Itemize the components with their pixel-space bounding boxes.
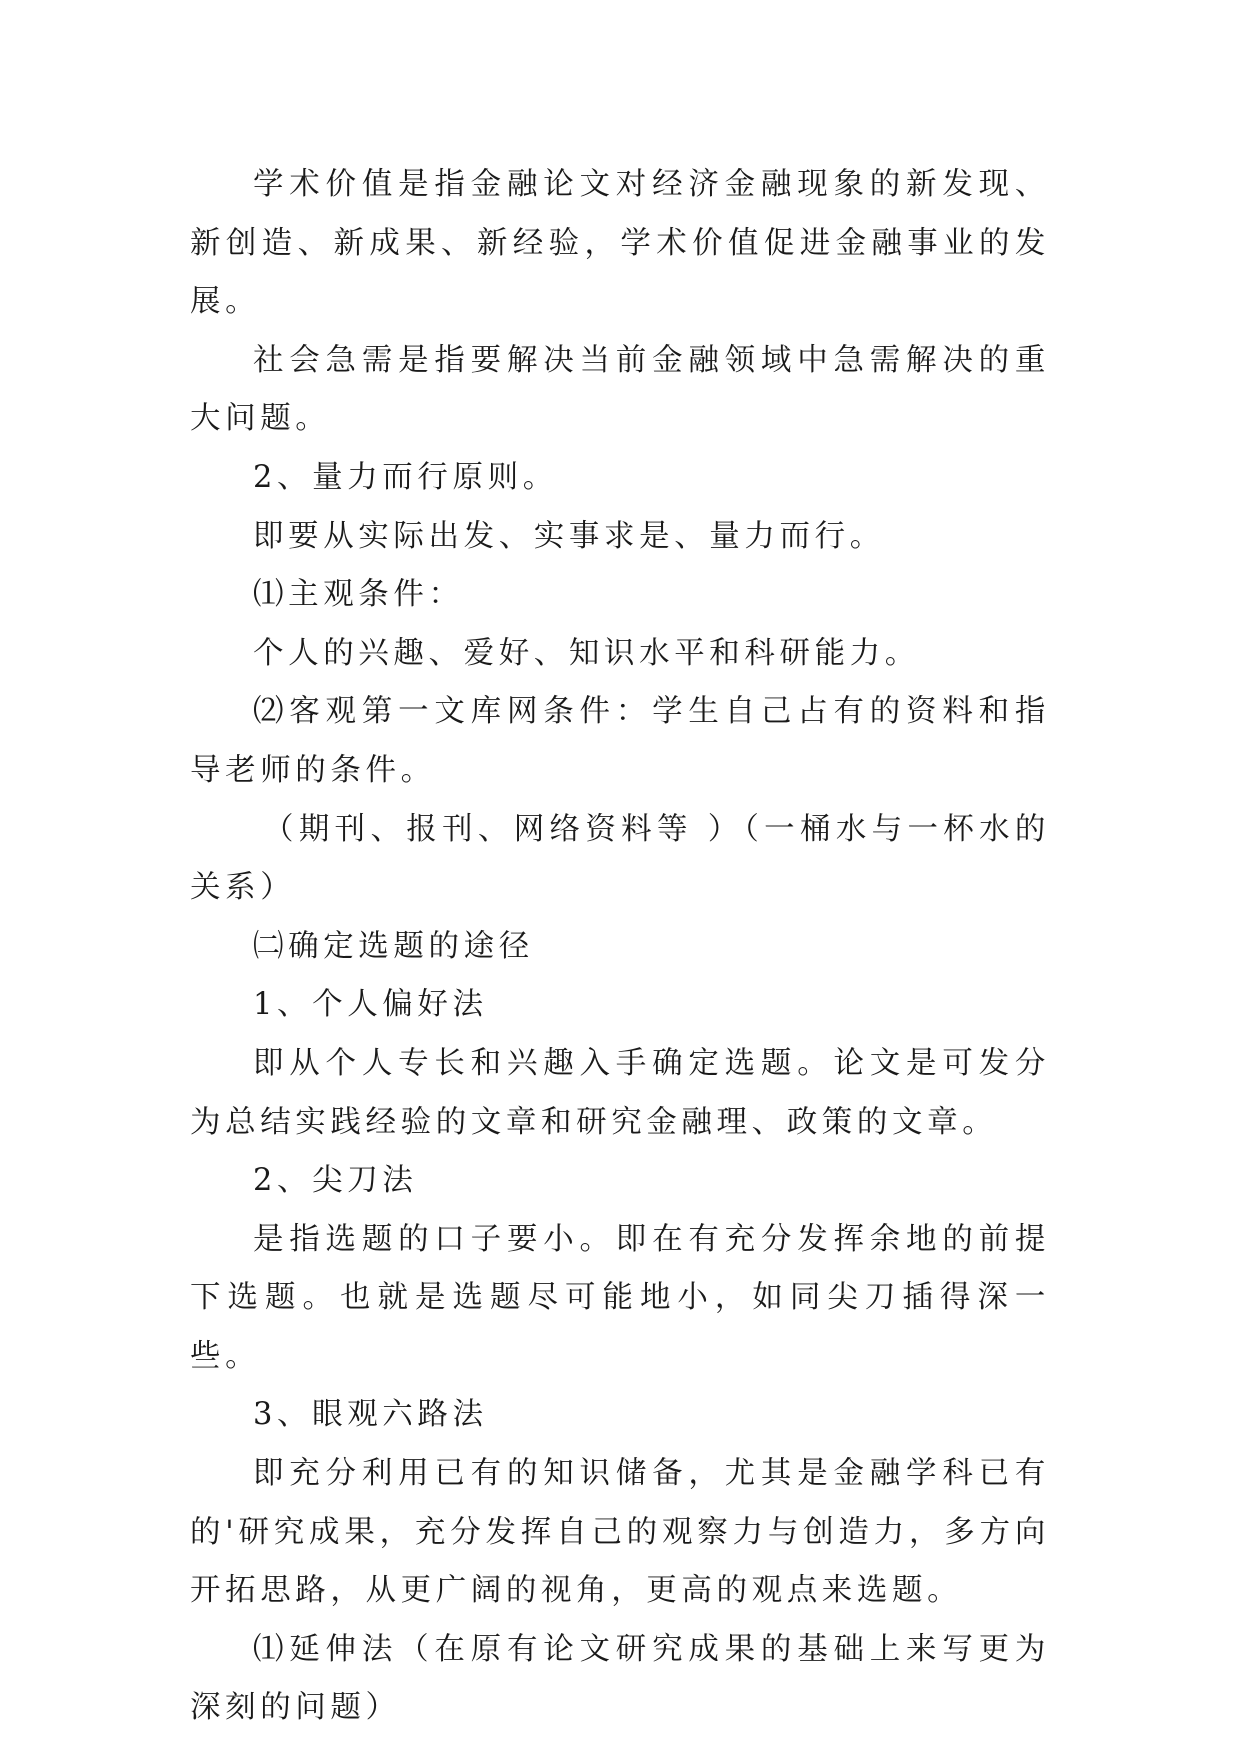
paragraph-materials-note: （期刊、报刊、网络资料等 ）（一桶水与一杯水的关系） [190, 811, 1050, 906]
paragraph-method-2: 是指选题的口子要小。即在有充分发挥余地的前提下选题。也就是选题尽可能地小，如同尖刀插得深一些。 [190, 1221, 1050, 1374]
paragraph-social-need: 社会急需是指要解决当前金融领域中急需解决的重大问题。 [190, 342, 1050, 437]
paragraph-method-1: 即从个人专长和兴趣入手确定选题。论文是可发分为总结实践经验的文章和研究金融理、政策的文章。 [190, 1045, 1050, 1140]
paragraph-personal-interest: 个人的兴趣、爱好、知识水平和科研能力。 [253, 635, 920, 671]
heading-method-1: 1、个人偏好法 [253, 987, 488, 1023]
document-body [190, 156, 1050, 1738]
heading-method-2: 2、尖刀法 [253, 1163, 418, 1199]
heading-principle-2: 2、量力而行原则。 [253, 459, 558, 495]
heading-topic-approaches: ㈡确定选题的途径 [253, 928, 534, 964]
paragraph-practical: 即要从实际出发、实事求是、量力而行。 [253, 518, 885, 554]
paragraph-objective-conditions: ⑵客观第一文库网条件：学生自己占有的资料和指导老师的条件。 [190, 694, 1050, 788]
heading-method-3: 3、眼观六路法 [253, 1397, 488, 1433]
paragraph-academic-value: 学术价值是指金融论文对经济金融现象的新发现、新创造、新成果、新经验，学术价值促进金融事业的发展。 [190, 167, 1050, 320]
paragraph-extension-method: ⑴延伸法（在原有论文研究成果的基础上来写更为深刻的问题） [190, 1631, 1050, 1726]
heading-subjective-conditions: ⑴主观条件： [253, 577, 464, 613]
paragraph-method-3: 即充分利用已有的知识储备，尤其是金融学科已有的'研究成果，充分发挥自己的观察力与创造力，多方向开拓思路，从更广阔的视角，更高的观点来选题。 [190, 1456, 1050, 1609]
